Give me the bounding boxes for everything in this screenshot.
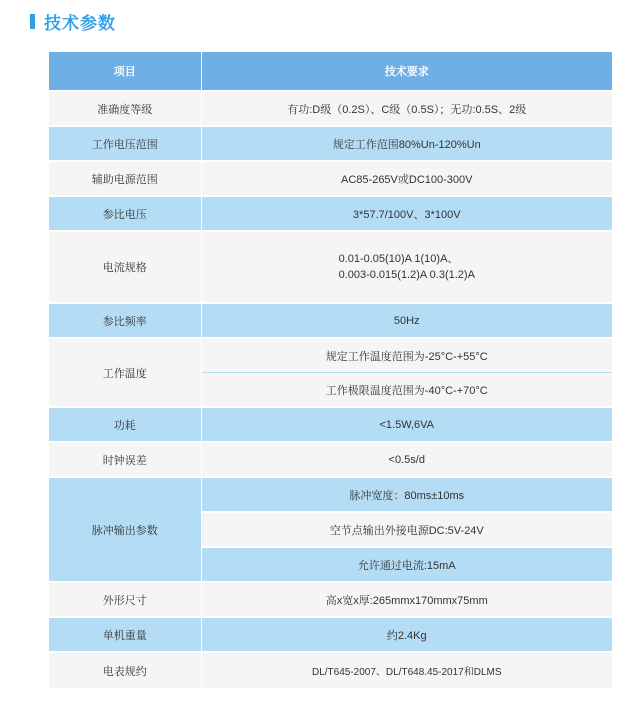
table-row: [49, 161, 612, 196]
table-row: [49, 196, 612, 231]
row-label: 工作电压范围: [49, 126, 201, 161]
row-value: 工作极限温度范围为-40°C-+70°C: [201, 373, 612, 408]
table-header-row: [49, 52, 612, 91]
row-value: 高x宽x厚:265mmx170mmx75mm: [201, 582, 612, 617]
row-value: 规定工作温度范围为-25°C-+55°C: [201, 338, 612, 373]
table-row: [49, 338, 612, 373]
row-value: [201, 231, 612, 303]
title-accent-bar: [30, 14, 35, 29]
table-row: [49, 91, 612, 126]
row-value: <1.5W,6VA: [201, 407, 612, 442]
current-line-2: 0.003-0.015(1.2)A 0.3(1.2)A: [338, 269, 475, 281]
row-label: 脉冲输出参数: [49, 477, 201, 582]
row-label: 准确度等级: [49, 91, 201, 126]
table-row: [49, 477, 612, 512]
row-value: 空节点输出外接电源DC:5V-24V: [201, 512, 612, 547]
row-value: 3*57.7/100V、3*100V: [201, 196, 612, 231]
table-row: [49, 303, 612, 338]
section-title: [30, 10, 116, 32]
row-value: 脉冲宽度：80ms±10ms: [201, 477, 612, 512]
section-title-text: 技术参数: [44, 13, 116, 33]
row-label: 单机重量: [49, 617, 201, 652]
row-label: 工作温度: [49, 338, 201, 407]
row-value: DL/T645-2007、DL/T648.45-2017和DLMS: [201, 652, 612, 688]
header-requirement: 技术要求: [201, 52, 612, 91]
row-value: AC85-265V或DC100-300V: [201, 161, 612, 196]
table-row: [49, 407, 612, 442]
row-label: 电表规约: [49, 652, 201, 688]
row-label: 时钟误差: [49, 442, 201, 477]
row-value: 约2.4Kg: [201, 617, 612, 652]
table-row: [49, 652, 612, 688]
table-row: [49, 617, 612, 652]
table-row: [49, 231, 612, 303]
spec-table: [49, 52, 612, 688]
row-label: 参比频率: [49, 303, 201, 338]
row-label: 参比电压: [49, 196, 201, 231]
row-value: <0.5s/d: [201, 442, 612, 477]
row-label: 外形尺寸: [49, 582, 201, 617]
row-value: 有功:D级（0.2S）、C级（0.5S）；无功:0.5S、2级: [201, 91, 612, 126]
row-label: 功耗: [49, 407, 201, 442]
row-label: 辅助电源范围: [49, 161, 201, 196]
row-value: 允许通过电流:15mA: [201, 547, 612, 582]
table-row: [49, 582, 612, 617]
header-item: 项目: [49, 52, 201, 91]
current-line-1: 0.01-0.05(10)A 1(10)A、: [338, 253, 459, 265]
table-row: [49, 442, 612, 477]
row-label: 电流规格: [49, 231, 201, 303]
row-value: 规定工作范围80%Un-120%Un: [201, 126, 612, 161]
row-value: 50Hz: [201, 303, 612, 338]
table-row: [49, 126, 612, 161]
